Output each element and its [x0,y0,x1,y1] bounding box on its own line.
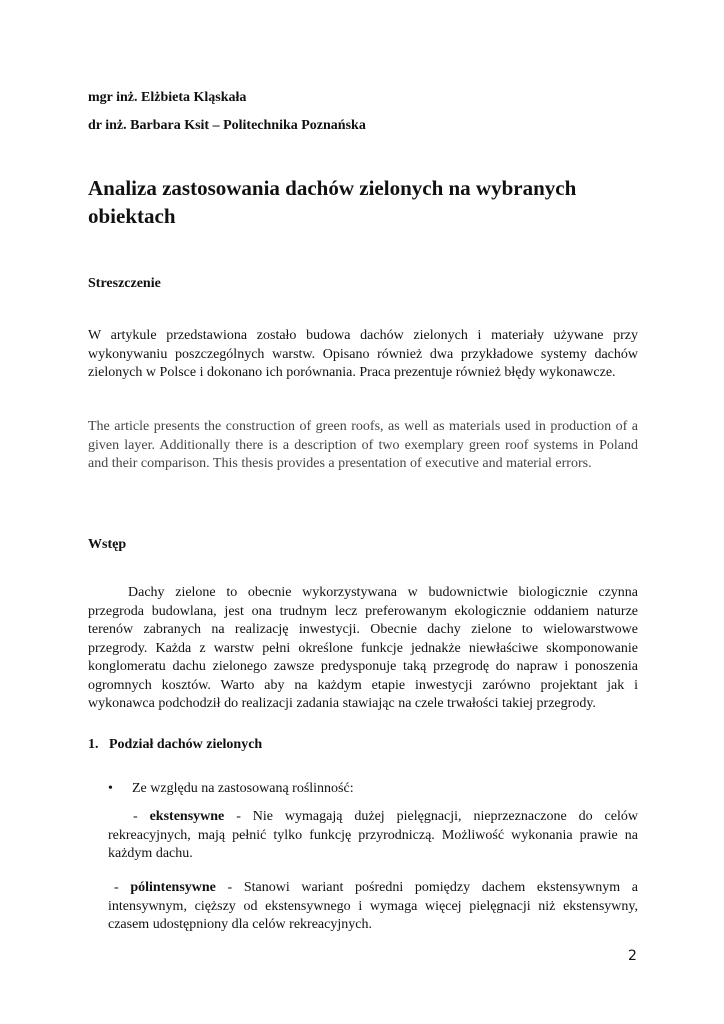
item-term: pólintensywne [130,880,216,895]
item-text: - Nie wymagają dużej pielęgnacji, nieprzeznaczone do celów rekreacyjnych, mają pełnić tylko funkcję przyrodniczą. Możliwość wykonania prawie na każdym dachu. [108,809,638,861]
item-term: ekstensywne [149,809,225,824]
abstract-heading: Streszczenie [88,276,161,291]
intro-text: Dachy zielone to obecnie wykorzystywana w budownictwie biologicznie czynna przegroda budowlana, jest ona trudnym lecz preferowanym ekologicznie oddaniem naturze terenów zabranych na realizację inwestycji. Obecnie dachy zielone to wielowarstwowe przegrody. Każda z warstw pełni określone funkcje jednakże niewłaściwe skomponowanie konglomeratu dachu zielonego zawsze predysponuje taką przegrodę do napraw i ponoszenia ogromnych kosztów. Warto aby na każdym etapie inwestycji zarówno projektant jak i wykonawca podchodził do realizacji zadania stawiając na czele trwałości takiej przegrody. [88,585,638,711]
section-number: 1. [88,737,99,752]
item-prefix: - [133,809,150,824]
author-1: mgr inż. Elżbieta Kląskała [88,90,247,105]
list-item [108,879,638,935]
bullet-text: Ze względu na zastosowaną roślinność: [132,781,354,796]
item-text: - Stanowi wariant pośredni pomiędzy dachem ekstensywnym a intensywnym, cięższy od ekstensywnego i wymaga więcej pielęgnacji niż ekstensywny, czasem udostępniony dla celów rekreacyjnych. [108,880,638,932]
abstract-pl: W artykule przedstawiona zostało budowa dachów zielonych i materiały używane przy wykonywaniu poszczególnych warstw. Opisano również dwa przykładowe systemy dachów zielonych w Polsce i dokonano ich porównania. Praca prezentuje również błędy wykonawcze. [88,328,638,380]
intro-heading: Wstęp [88,537,127,552]
section-1-heading [88,737,262,753]
bullet-vegetation [108,781,354,797]
list-item [108,808,638,864]
paper-title: Analiza zastosowania dachów zielonych na wybranych obiektach [88,176,577,228]
bullet-icon: • [108,781,113,796]
item-prefix: - [114,880,131,895]
page-number: 2 [628,948,637,964]
author-2: dr inż. Barbara Ksit – Politechnika Poznańska [88,118,366,133]
section-title: Podział dachów zielonych [109,737,263,752]
abstract-en: The article presents the construction of green roofs, as well as materials used in production of a given layer. Additionally there is a description of two exemplary green roof systems in Poland and their comparison. This thesis provides a presentation of executive and material errors. [88,419,638,471]
